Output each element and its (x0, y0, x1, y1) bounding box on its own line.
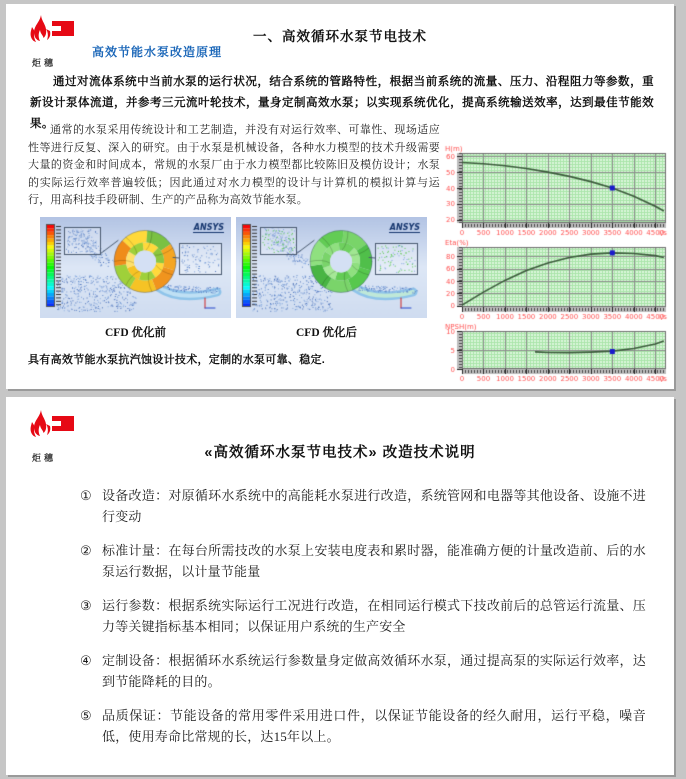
pump-curves-column (444, 144, 672, 384)
flame-logo-icon (28, 409, 78, 445)
item-text: 标准计量：在每台所需技改的水泵上安装电度表和累时器，能准确方便的计量改造前、后的水泵运行数据，以计量节能量 (102, 543, 646, 579)
item-number: ① (80, 488, 92, 503)
list-item (80, 485, 646, 527)
footnote-text: 具有高效节能水泵抗汽蚀设计技术，定制的水泵可靠、稳定. (28, 353, 326, 366)
item-number: ③ (80, 598, 92, 613)
list-item (80, 540, 646, 582)
item-number: ⑤ (80, 708, 92, 723)
logo-text: 炬穗 (32, 453, 57, 463)
item-text: 品质保证：节能设备的常用零件采用进口件，以保证节能设备的经久耐用，运行平稳，噪音低，使用寿命比常规的长，达15年以上。 (102, 708, 646, 744)
page-title: «高效循环水泵节电技术» 改造技术说明 (204, 445, 476, 461)
item-text: 设备改造：对原循环水系统中的高能耗水泵进行改造，系统管网和电器等其他设备、设施不进行变动 (102, 488, 646, 524)
item-text: 定制设备：根据循环水系统运行参数量身定做高效循环水泵，通过提高泵的实际运行效率，达到节能降耗的目的。 (102, 653, 646, 689)
page-2 (6, 397, 674, 775)
left-column (28, 122, 440, 367)
cfd-before-caption: CFD 优化前 (104, 326, 166, 339)
cfd-images-row (28, 217, 440, 318)
cfd-after-image (236, 217, 427, 318)
cfd-after-caption: CFD 优化后 (295, 326, 357, 339)
item-number: ② (80, 543, 92, 558)
list-item (80, 595, 646, 637)
body-paragraph: 通常的水泵采用传统设计和工艺制造，并没有对运行效率、可靠性、现场适应性等进行反复、深入的研究。由于水泵是机械设备，各种水力模型的技术升级需要大量的资金和时间成本，常规的水泵厂由于水力模型都比较陈旧及模仿设计；水泵的实际运行效率普遍较低；因此通过对水力模型的设计与计算机的模拟计算与运行，用高科技手段研制、生产的产品称为高效节能水泵。 (28, 124, 440, 206)
item-text: 运行参数：根据系统实际运行工况进行改造，在相同运行模式下技改前后的总管运行流量、压力等关键指标基本相同；以保证用户系统的生产安全 (102, 598, 646, 634)
list-item (80, 650, 646, 692)
logo-text: 炬穗 (32, 58, 57, 68)
item-number: ④ (80, 653, 92, 668)
cfd-captions (28, 324, 440, 340)
pump-npsh-chart (444, 322, 672, 382)
section-subtitle: 高效节能水泵改造原理 (92, 45, 223, 59)
page-title: 一、高效循环水泵节电技术 (253, 29, 427, 44)
pump-efficiency-chart (444, 238, 672, 320)
numbered-items (80, 485, 646, 760)
list-item (80, 705, 646, 747)
page-1 (6, 4, 674, 389)
intro-paragraph: 通过对流体系统中当前水泵的运行状况，结合系统的管路特性，根据当前系统的流量、压力、沿程阻力等参数，重新设计泵体流道，并参考三元流叶轮技术，量身定制高效水泵；以实现系统优化，提高系统输送效率，达到最佳节能效果。 (30, 76, 654, 130)
pump-head-chart (444, 144, 672, 236)
cfd-before-image (40, 217, 231, 318)
